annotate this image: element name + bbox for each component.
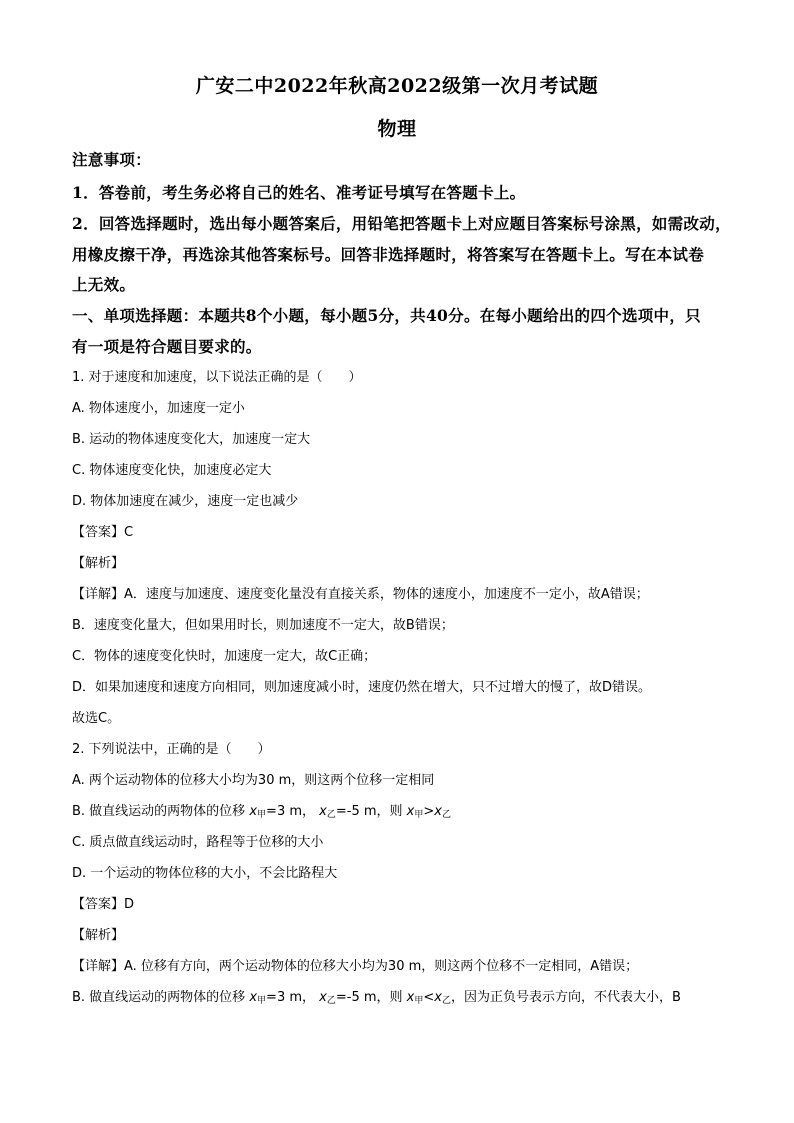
q1-detail-4: D．如果加速度和速度方向相同，则加速度减小时，速度仍然在增大，只不过增大的慢了，故D错误。 bbox=[72, 680, 652, 695]
q2-detail-2-prefix: B. 做直线运动的两物体的位移 bbox=[72, 990, 246, 1005]
subscript-jia: 甲 bbox=[414, 996, 424, 1006]
q1-detail-3: C．物体的速度变化快时，加速度一定大，故C正确； bbox=[72, 649, 377, 664]
subject-title: 物理 bbox=[377, 118, 417, 140]
q2-detail-2-mid-2: =-5 m，则 bbox=[335, 990, 403, 1005]
q1-option-b: B. 运动的物体速度变化大，加速度一定大 bbox=[72, 432, 311, 447]
variable-x: x bbox=[249, 804, 258, 819]
q1-analysis-label: 【解析】 bbox=[72, 556, 125, 571]
exam-title: 广安二中2022年秋高2022级第一次月考试题 bbox=[195, 75, 599, 97]
variable-x: x bbox=[249, 990, 258, 1005]
subscript-yi: 乙 bbox=[326, 996, 336, 1006]
q2-option-c: C. 质点做直线运动时，路程等于位移的大小 bbox=[72, 835, 324, 850]
q2-analysis-label: 【解析】 bbox=[72, 928, 125, 943]
variable-x: x bbox=[406, 990, 415, 1005]
subscript-yi: 乙 bbox=[442, 810, 452, 820]
notice-item-2-line-1: 2．回答选择题时，选出每小题答案后，用铅笔把答题卡上对应题目答案标号涂黑，如需改动， bbox=[72, 214, 731, 233]
q2-detail-2 bbox=[72, 988, 732, 1011]
q1-conclusion: 故选C。 bbox=[72, 711, 121, 726]
q2-option-b bbox=[72, 802, 732, 825]
q2-stem: 2. 下列说法中，正确的是（ ） bbox=[72, 742, 271, 757]
notice-heading: 注意事项： bbox=[72, 150, 152, 169]
q1-detail-2: B．速度变化量大，但如果用时长，则加速度不一定大，故B错误； bbox=[72, 618, 454, 633]
subscript-yi: 乙 bbox=[326, 810, 336, 820]
variable-x: x bbox=[434, 990, 442, 1005]
notice-item-2-line-2: 用橡皮擦干净，再选涂其他答案标号。回答非选择题时，将答案写在答题卡上。写在本试卷 bbox=[72, 245, 705, 264]
subscript-yi: 乙 bbox=[442, 996, 452, 1006]
q2-option-b-mid-2: =-5 m，则 bbox=[335, 804, 403, 819]
subscript-jia: 甲 bbox=[414, 810, 424, 820]
greater-than-sign: > bbox=[423, 804, 435, 819]
q2-detail-2-mid-1: =3 m， bbox=[266, 990, 316, 1005]
q1-option-d: D. 物体加速度在减少，速度一定也减少 bbox=[72, 494, 299, 509]
variable-x: x bbox=[406, 804, 415, 819]
section-heading-line-1: 一、单项选择题：本题共8个小题，每小题5分，共40分。在每小题给出的四个选项中，只 bbox=[72, 306, 701, 325]
variable-x: x bbox=[319, 804, 327, 819]
q1-stem: 1. 对于速度和加速度，以下说法正确的是（ ） bbox=[72, 370, 362, 385]
q1-detail-1: 【详解】A．速度与加速度、速度变化量没有直接关系，物体的速度小，加速度不一定小，故A错误； bbox=[72, 587, 649, 602]
q2-detail-1: 【详解】A. 位移有方向，两个运动物体的位移大小均为30 m，则这两个位移不一定相同，A错误； bbox=[72, 959, 639, 974]
q2-detail-2-suffix: ，因为正负号表示方向，不代表大小，B bbox=[451, 990, 681, 1005]
q1-answer: 【答案】C bbox=[72, 525, 134, 540]
q2-option-d: D. 一个运动的物体位移的大小，不会比路程大 bbox=[72, 866, 338, 881]
section-heading-line-2: 有一项是符合题目要求的。 bbox=[72, 337, 262, 356]
notice-item-2-line-3: 上无效。 bbox=[72, 275, 136, 294]
q1-option-a: A. 物体速度小，加速度一定小 bbox=[72, 401, 245, 416]
subscript-jia: 甲 bbox=[257, 810, 267, 820]
notice-item-1: 1．答卷前，考生务必将自己的姓名、准考证号填写在答题卡上。 bbox=[72, 183, 526, 202]
q2-option-a: A. 两个运动物体的位移大小均为30 m，则这两个位移一定相同 bbox=[72, 773, 435, 788]
q2-option-b-prefix: B. 做直线运动的两物体的位移 bbox=[72, 804, 246, 819]
subscript-jia: 甲 bbox=[257, 996, 267, 1006]
q2-answer: 【答案】D bbox=[72, 897, 135, 912]
variable-x: x bbox=[434, 804, 442, 819]
less-than-sign: < bbox=[423, 990, 435, 1005]
variable-x: x bbox=[319, 990, 327, 1005]
q2-option-b-mid-1: =3 m， bbox=[266, 804, 316, 819]
q1-option-c: C. 物体速度变化快，加速度必定大 bbox=[72, 463, 272, 478]
